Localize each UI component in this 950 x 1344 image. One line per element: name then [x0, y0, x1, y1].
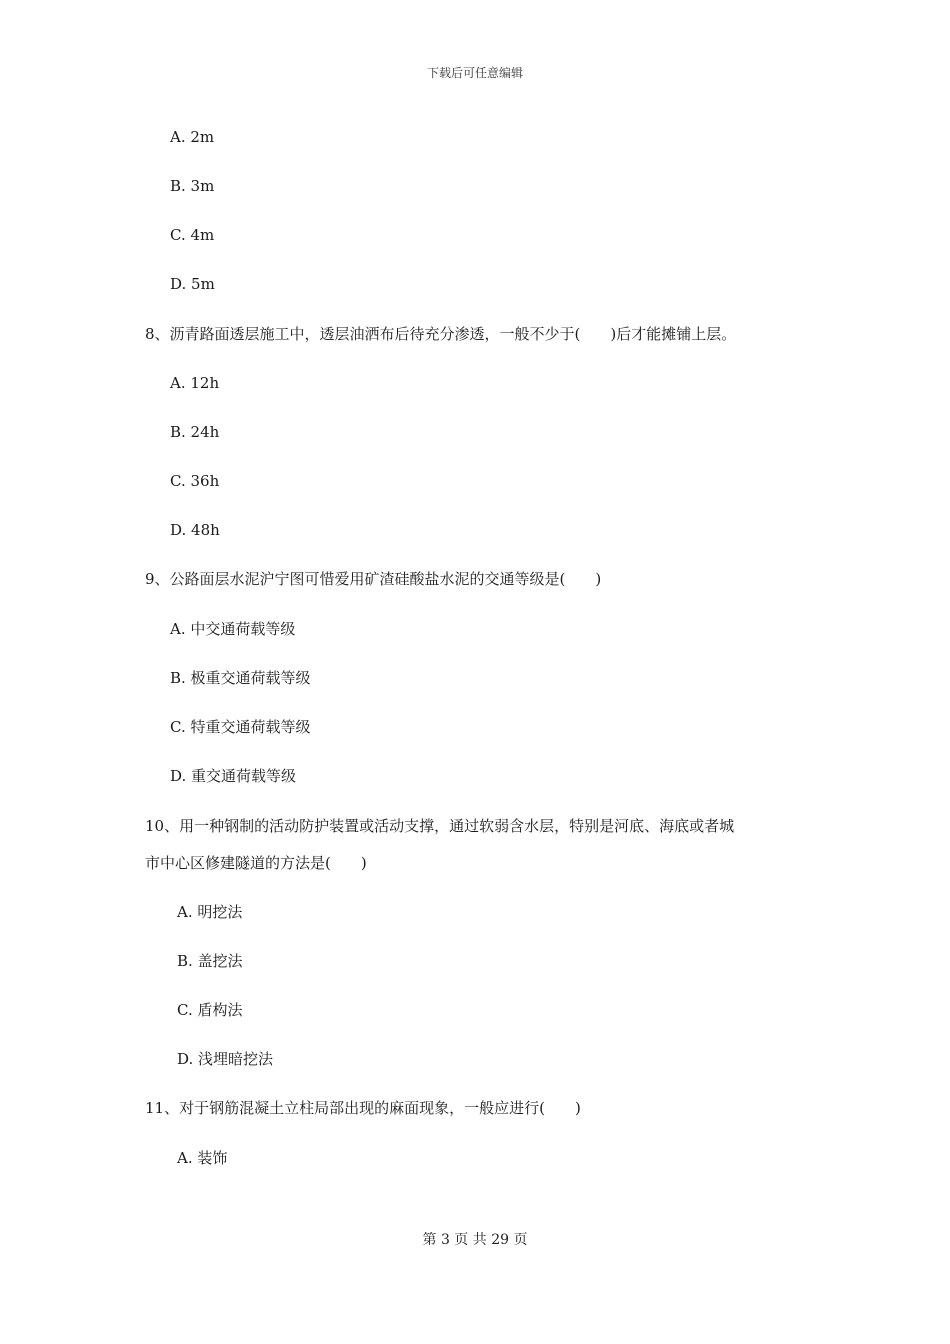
page-header: 下载后可任意编辑	[426, 66, 523, 80]
question-text-line-2: 市中心区修建隧道的方法是( )	[145, 854, 367, 872]
question-text: 8、沥青路面透层施工中，透层油洒布后待充分渗透，一般不少于( )后才能摊铺上层。	[145, 325, 737, 343]
option-a: A. 中交通荷载等级	[170, 620, 296, 638]
option-d: D. 5m	[170, 275, 215, 293]
option-b: B. 极重交通荷载等级	[170, 669, 311, 687]
option-a: A. 明挖法	[177, 903, 243, 921]
option-c: C. 4m	[170, 226, 215, 244]
option-a: A. 2m	[170, 128, 215, 146]
question-text-line-1: 10、用一种钢制的活动防护装置或活动支撑，通过软弱含水层，特别是河底、海底或者城	[145, 817, 735, 835]
option-b: B. 3m	[170, 177, 215, 195]
option-c: C. 特重交通荷载等级	[170, 718, 311, 736]
option-c: C. 盾构法	[177, 1001, 243, 1019]
page-footer: 第 3 页 共 29 页	[422, 1232, 528, 1248]
option-d: D. 浅埋暗挖法	[177, 1050, 274, 1068]
option-c: C. 36h	[170, 472, 220, 490]
option-d: D. 重交通荷载等级	[170, 767, 297, 785]
option-a: A. 12h	[170, 374, 220, 392]
option-b: B. 盖挖法	[177, 952, 243, 970]
option-d: D. 48h	[170, 521, 220, 539]
option-b: B. 24h	[170, 423, 220, 441]
option-a: A. 装饰	[177, 1149, 228, 1167]
question-text: 11、对于钢筋混凝土立柱局部出现的麻面现象，一般应进行( )	[145, 1099, 581, 1117]
question-text: 9、公路面层水泥沪宁图可惜爱用矿渣硅酸盐水泥的交通等级是( )	[145, 570, 602, 588]
